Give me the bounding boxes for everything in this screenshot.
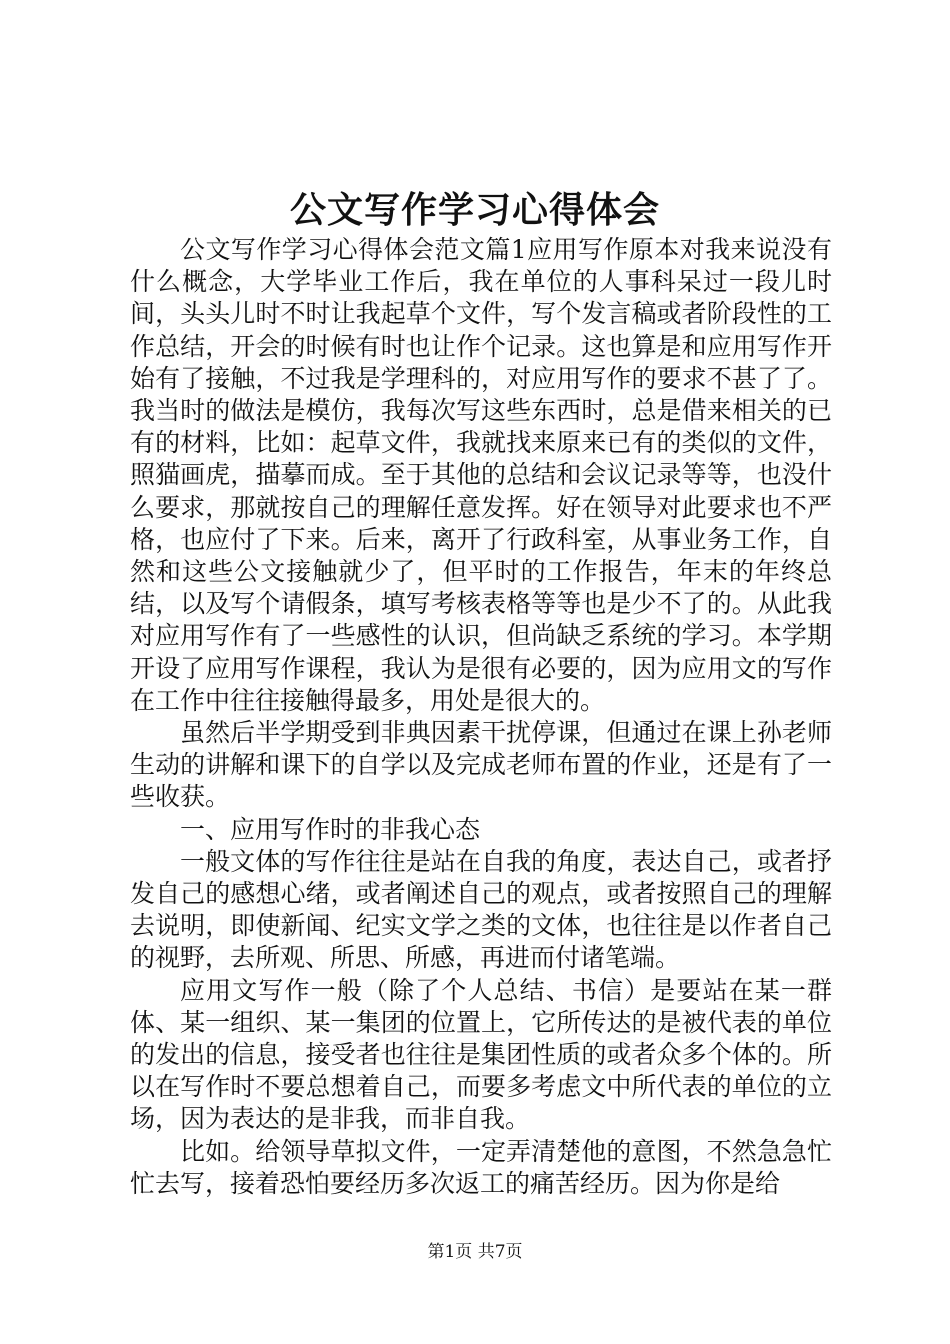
- document-body: [130, 234, 832, 1200]
- paragraph-3: 一般文体的写作往往是站在自我的角度，表达自己，或者抒发自己的感想心绪，或者阐述自己的观点，或者按照自己的理解去说明，即使新闻、纪实文学之类的文体，也往往是以作者自己的视野，去所观、所思、所感，再进而付诸笔端。: [130, 846, 832, 973]
- page-number-footer: 第1页 共7页: [427, 1242, 523, 1262]
- section-heading-1: 一、应用写作时的非我心态: [180, 814, 481, 844]
- paragraph-4: 应用文写作一般（除了个人总结、书信）是要站在某一群体、某一组织、某一集团的位置上，它所传达的是被代表的单位的发出的信息，接受者也往往是集团性质的或者众多个体的。所以在写作时不要总想着自己，而要多考虑文中所代表的单位的立场，因为表达的是非我，而非自我。: [130, 975, 832, 1134]
- paragraph-2: 虽然后半学期受到非典因素干扰停课，但通过在课上孙老师生动的讲解和课下的自学以及完成老师布置的作业，还是有了一些收获。: [130, 718, 832, 812]
- paragraph-1: 公文写作学习心得体会范文篇1应用写作原本对我来说没有什么概念，大学毕业工作后，我在单位的人事科呆过一段儿时间，头头儿时不时让我起草个文件，写个发言稿或者阶段性的工作总结，开会的时候有时也让作个记录。这也算是和应用写作开始有了接触，不过我是学理科的，对应用写作的要求不甚了了。我当时的做法是模仿，我每次写这些东西时，总是借来相关的已有的材料，比如：起草文件，我就找来原来已有的类似的文件，照猫画虎，描摹而成。至于其他的总结和会议记录等等，也没什么要求，那就按自己的理解任意发挥。好在领导对此要求也不严格，也应付了下来。后来，离开了行政科室，从事业务工作，自然和这些公文接触就少了，但平时的工作报告，年末的年终总结，以及写个请假条，填写考核表格等等也是少不了的。从此我对应用写作有了一些感性的认识，但尚缺乏系统的学习。本学期开设了应用写作课程，我认为是很有必要的，因为应用文的写作在工作中往往接触得最多，用处是很大的。: [130, 235, 832, 715]
- paragraph-5: 比如。给领导草拟文件，一定弄清楚他的意图，不然急急忙忙去写，接着恐怕要经历多次返工的痛苦经历。因为你是给: [130, 1136, 832, 1198]
- document-title: 公文写作学习心得体会: [289, 189, 660, 231]
